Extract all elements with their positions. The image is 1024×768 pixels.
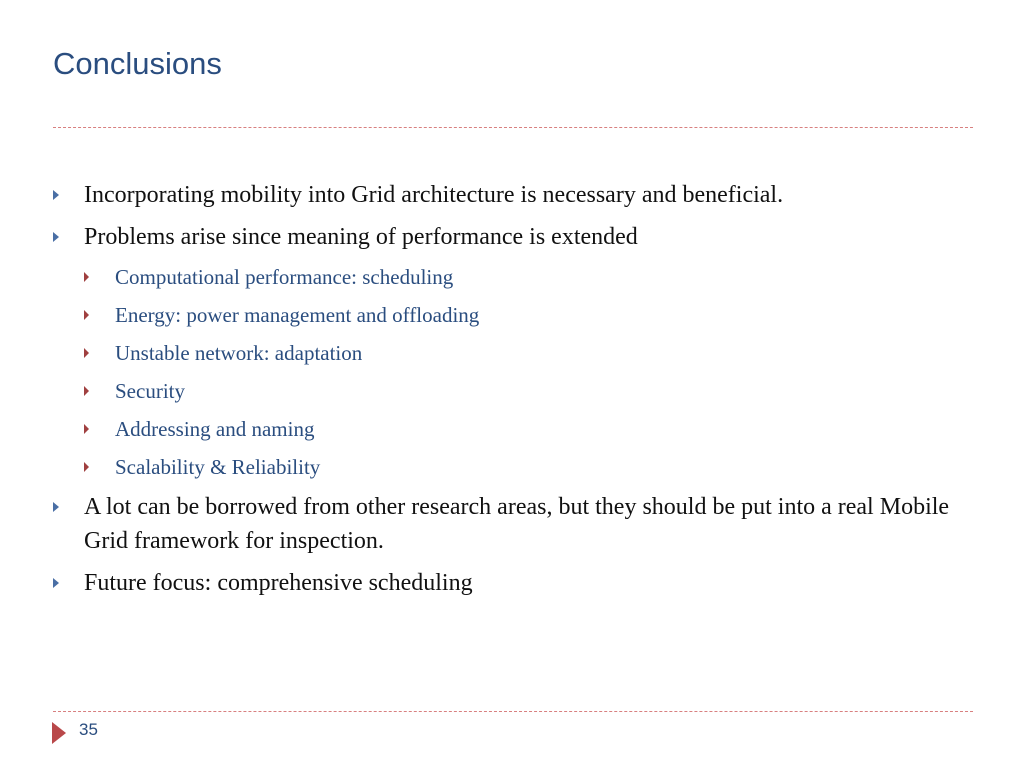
triangle-sub-bullet-icon	[84, 348, 89, 358]
sub-bullet-item	[84, 258, 973, 296]
triangle-sub-bullet-icon	[84, 272, 89, 282]
bullet-text: Future focus: comprehensive scheduling	[84, 570, 473, 596]
sub-bullet-text: Energy: power management and offloading	[115, 303, 480, 327]
sub-bullet-item	[84, 296, 973, 334]
bullet-item	[53, 178, 973, 212]
title-divider	[53, 127, 973, 128]
slide-body	[53, 178, 973, 608]
bullet-item	[53, 566, 973, 600]
sub-bullet-text: Addressing and naming	[115, 417, 315, 441]
bullet-text: Problems arise since meaning of performance is extended	[84, 224, 638, 250]
page-number: 35	[79, 720, 98, 739]
triangle-bullet-icon	[53, 190, 59, 200]
sub-bullet-list	[84, 258, 973, 486]
sub-bullet-text: Unstable network: adaptation	[115, 341, 363, 365]
triangle-bullet-icon	[53, 502, 59, 512]
slide-title: Conclusions	[53, 46, 222, 81]
bullet-text: A lot can be borrowed from other research areas, but they should be put into a real Mobile Grid framework for inspection.	[84, 494, 950, 554]
bullet-item	[53, 220, 973, 254]
sub-bullet-text: Computational performance: scheduling	[115, 265, 454, 289]
sub-bullet-text: Security	[115, 379, 185, 403]
footer-divider	[53, 711, 973, 712]
sub-bullet-item	[84, 372, 973, 410]
triangle-sub-bullet-icon	[84, 424, 89, 434]
bullet-text: Incorporating mobility into Grid architecture is necessary and beneficial.	[84, 182, 784, 208]
triangle-sub-bullet-icon	[84, 386, 89, 396]
triangle-bullet-icon	[53, 578, 59, 588]
sub-bullet-text: Scalability & Reliability	[115, 455, 321, 479]
triangle-sub-bullet-icon	[84, 310, 89, 320]
triangle-bullet-icon	[53, 232, 59, 242]
sub-bullet-item	[84, 410, 973, 448]
sub-bullet-item	[84, 334, 973, 372]
triangle-sub-bullet-icon	[84, 462, 89, 472]
footer-triangle-icon	[52, 722, 66, 744]
bullet-item	[53, 490, 973, 558]
sub-bullet-item	[84, 448, 973, 486]
